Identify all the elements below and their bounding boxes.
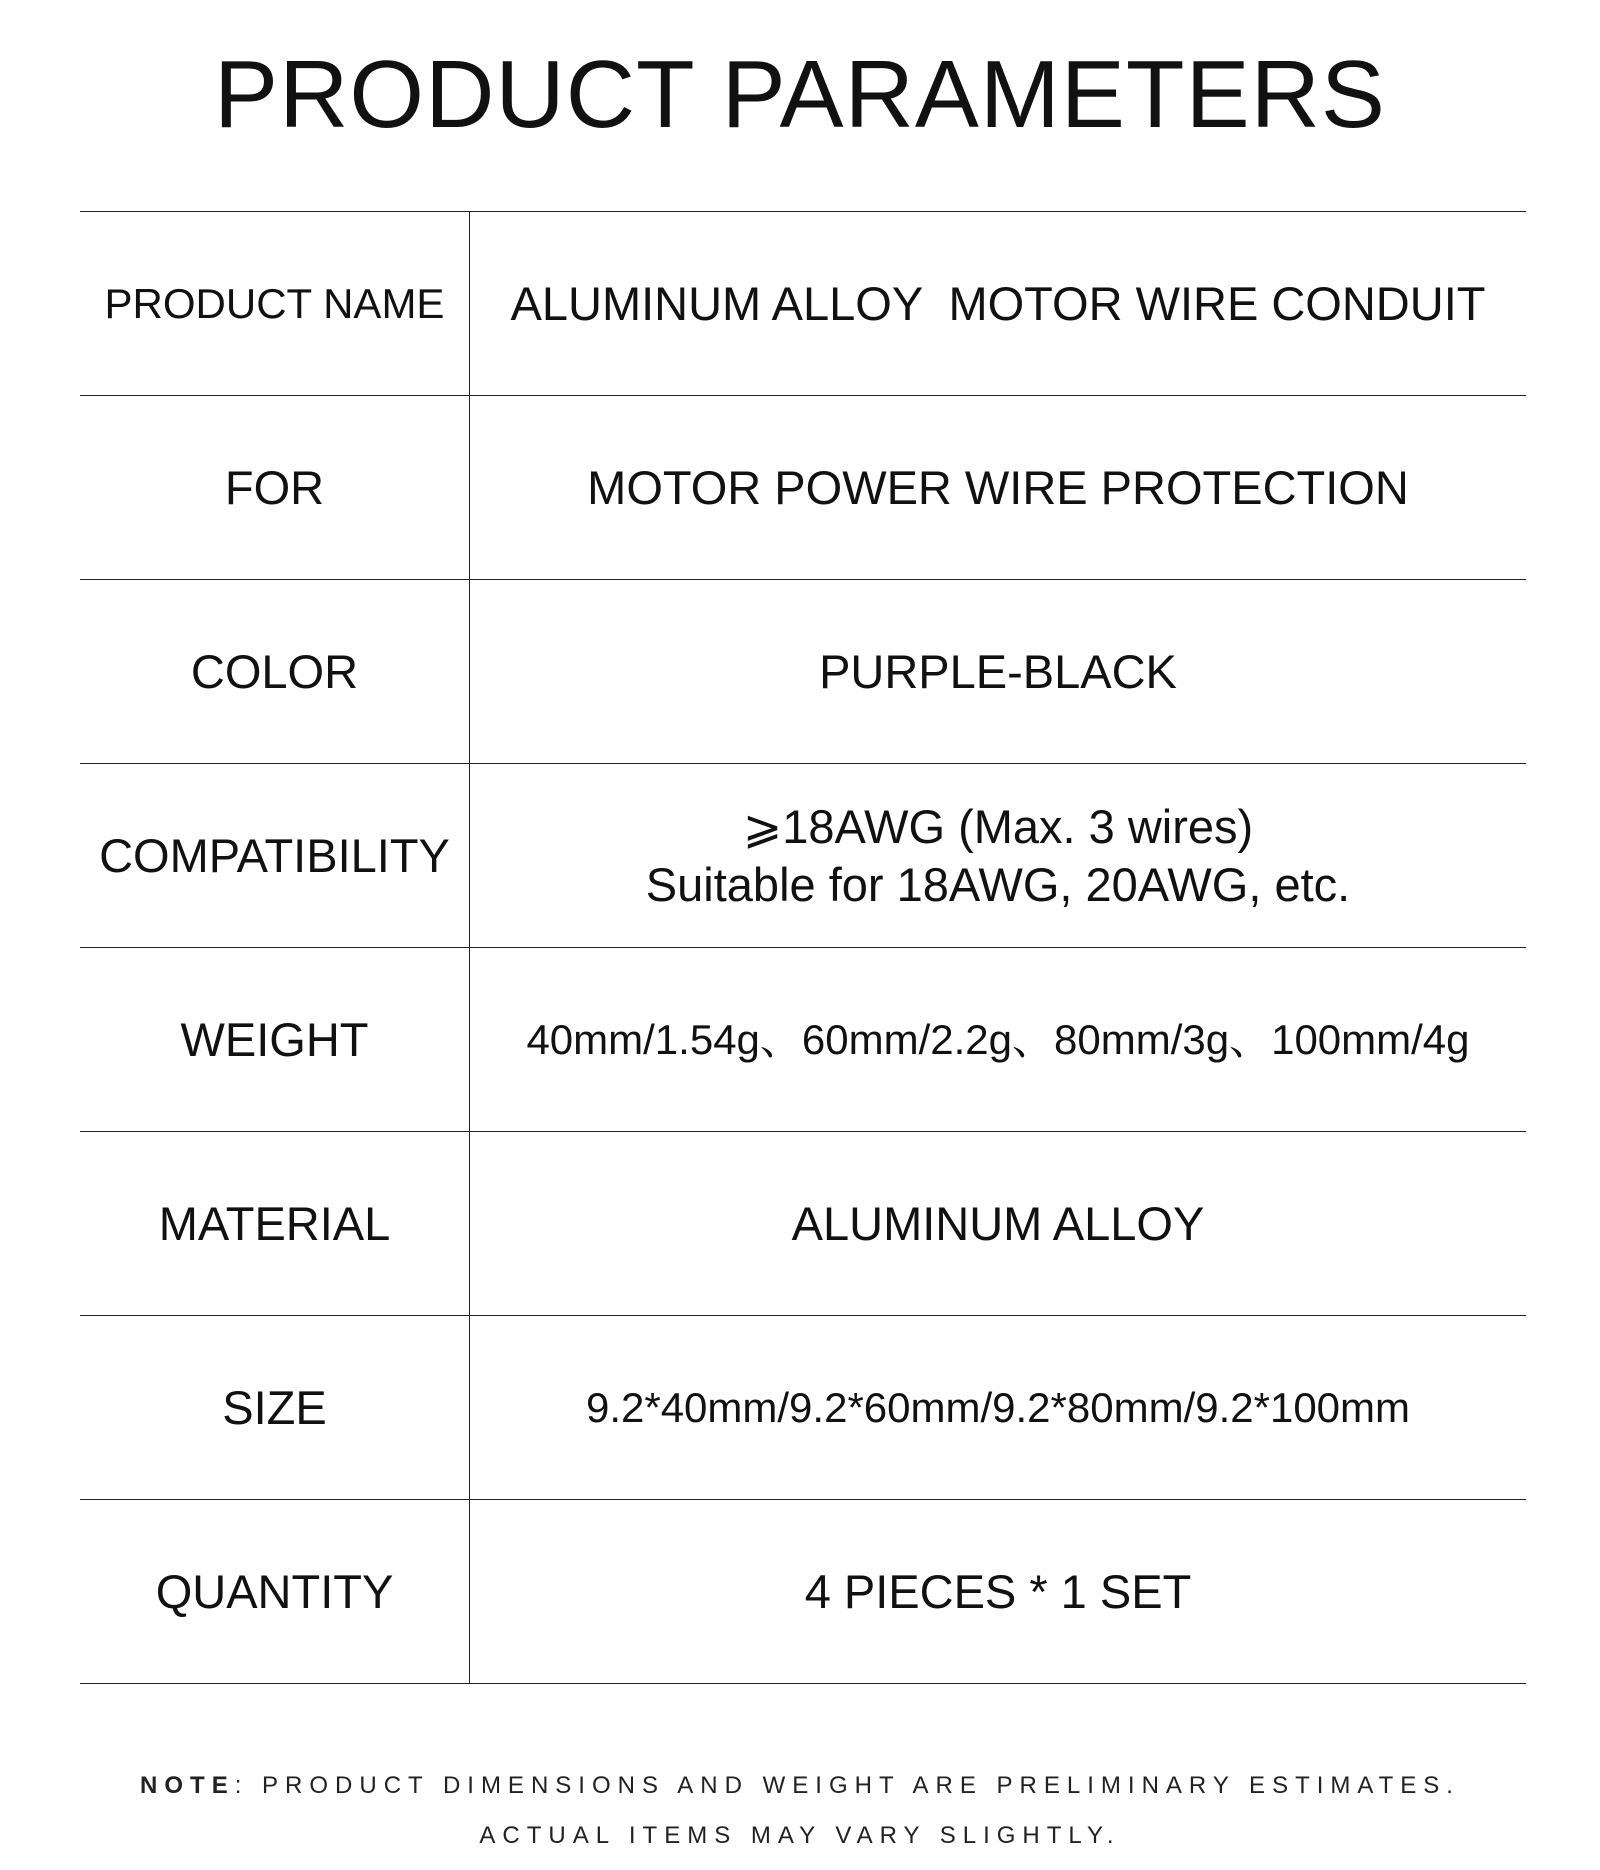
parameters-table: [80, 211, 1526, 1684]
row-label: QUANTITY: [80, 1500, 470, 1683]
table-row-compatibility: [80, 764, 1526, 948]
row-label: FOR: [80, 396, 470, 579]
table-row-weight: [80, 948, 1526, 1132]
row-value: MOTOR POWER WIRE PROTECTION: [587, 460, 1409, 514]
note-prefix: NOTE: [140, 1772, 235, 1799]
row-label: PRODUCT NAME: [80, 212, 470, 395]
table-row-product-name: [80, 212, 1526, 396]
row-value: ALUMINUM ALLOY MOTOR WIRE CONDUIT: [510, 276, 1486, 330]
row-value-line-2: Suitable for 18AWG, 20AWG, etc.: [645, 857, 1351, 911]
note-text-1: : PRODUCT DIMENSIONS AND WEIGHT ARE PRELIMINARY ESTIMATES.: [234, 1772, 1460, 1799]
footnote-line-2: ACTUAL ITEMS MAY VARY SLIGHTLY.: [479, 1822, 1121, 1849]
row-label: WEIGHT: [80, 948, 470, 1131]
footnote-line-1: [0, 1772, 1600, 1800]
page-title: PRODUCT PARAMETERS: [214, 41, 1386, 148]
row-value: ALUMINUM ALLOY: [791, 1196, 1205, 1250]
row-label: SIZE: [80, 1316, 470, 1499]
row-value: 9.2*40mm/9.2*60mm/9.2*80mm/9.2*100mm: [585, 1383, 1411, 1431]
table-row-for: [80, 396, 1526, 580]
table-row-quantity: [80, 1500, 1526, 1684]
row-label: MATERIAL: [80, 1132, 470, 1315]
row-value: [470, 764, 1526, 947]
row-value-line-1: ⩾18AWG (Max. 3 wires): [742, 799, 1254, 853]
row-value: 40mm/1.54g、60mm/2.2g、80mm/3g、100mm/4g: [526, 1015, 1470, 1063]
row-value: PURPLE-BLACK: [819, 644, 1177, 698]
table-row-color: [80, 580, 1526, 764]
table-row-material: [80, 1132, 1526, 1316]
table-row-size: [80, 1316, 1526, 1500]
row-label: COMPATIBILITY: [80, 764, 470, 947]
row-value: 4 PIECES * 1 SET: [804, 1564, 1192, 1618]
row-label: COLOR: [80, 580, 470, 763]
